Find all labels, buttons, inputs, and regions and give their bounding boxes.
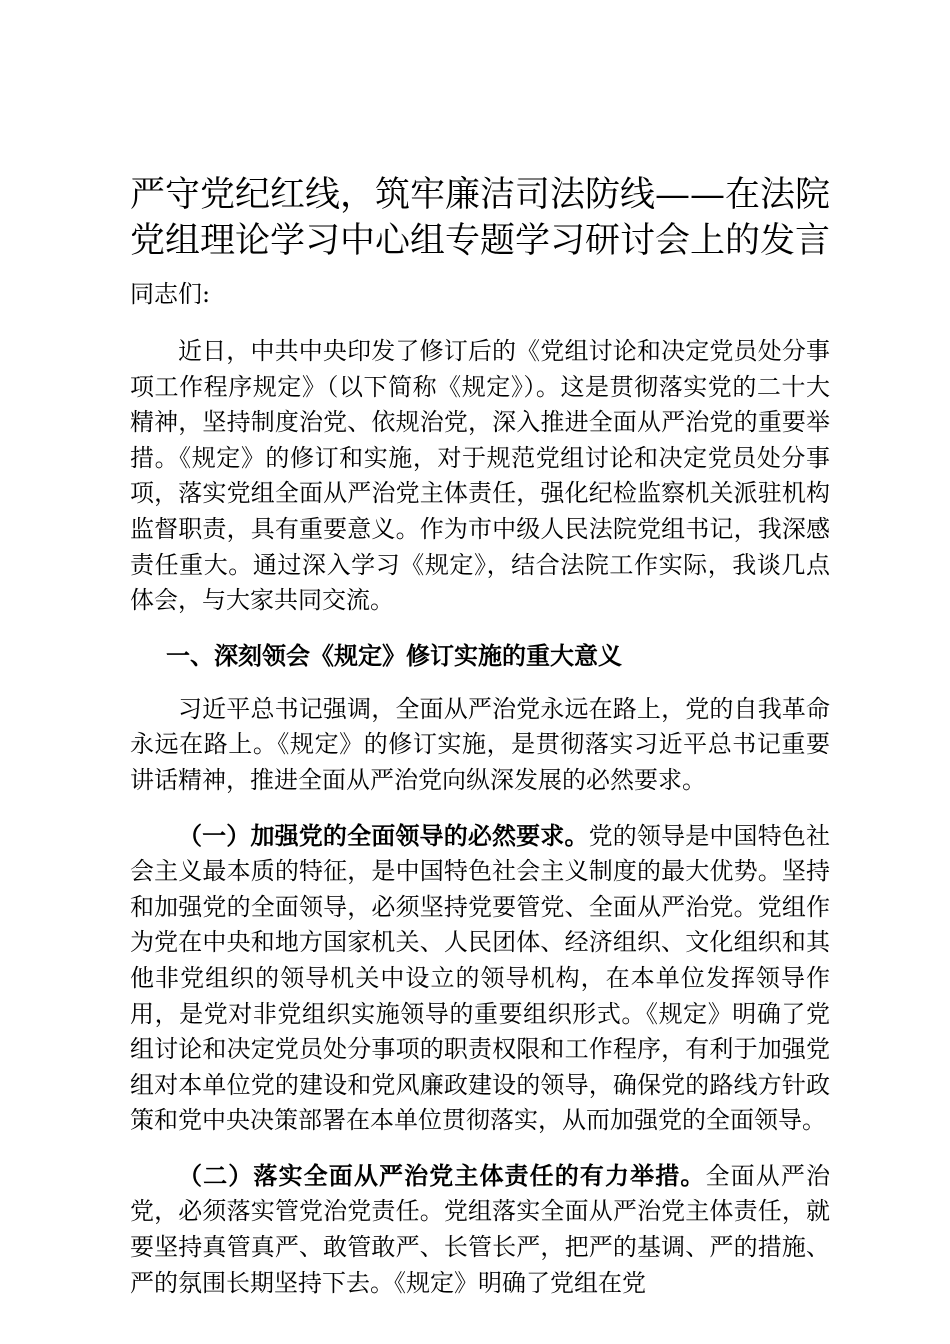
- point-1-lead: （一）加强党的全面领导的必然要求。: [178, 820, 589, 850]
- point-2-paragraph: [130, 1158, 830, 1301]
- point-2-lead: （二）落实全面从严治党主体责任的有力举措。: [178, 1160, 706, 1190]
- document-page: [130, 172, 830, 1320]
- salutation: 同志们:: [130, 280, 211, 308]
- section-1-intro-paragraph: 习近平总书记强调，全面从严治党永远在路上，党的自我革命永远在路上。《规定》的修订实施，是贯彻落实习近平总书记重要讲话精神，推进全面从严治党向纵深发展的必然要求。: [130, 694, 830, 794]
- point-1-paragraph: [130, 818, 830, 1139]
- section-heading-1: 一、深刻领会《规定》修订实施的重大意义: [166, 640, 622, 670]
- intro-paragraph: 近日，中共中央印发了修订后的《党组讨论和决定党员处分事项工作程序规定》（以下简称《规定》）。这是贯彻落实党的二十大精神，坚持制度治党、依规治党，深入推进全面从严治党的重要举措。《规定》的修订和实施，对于规范党组讨论和决定党员处分事项，落实党组全面从严治党主体责任，强化纪检监察机关派驻机构监督职责，具有重要意义。作为市中级人民法院党组书记，我深感责任重大。通过深入学习《规定》，结合法院工作实际，我谈几点体会，与大家共同交流。: [130, 337, 830, 615]
- document-title: 严守党纪红线，筑牢廉洁司法防线——在法院党组理论学习中心组专题学习研讨会上的发言: [130, 175, 831, 261]
- point-2-body: 全面从严治党，必须落实管党治党责任。党组落实全面从严治党主体责任，就要坚持真管真严、敢管敢严、长管长严，把严的基调、严的措施、严的氛围长期坚持下去。《规定》明确了党组在党: [130, 1161, 831, 1297]
- point-1-body: 党的领导是中国特色社会主义最本质的特征，是中国特色社会主义制度的最大优势。坚持和加强党的全面领导，必须坚持党要管党、全面从严治党。党组作为党在中央和地方国家机关、人民团体、经济组织、文化组织和其他非党组织的领导机关中设立的领导机构，在本单位发挥领导作用，是党对非党组织实施领导的重要组织形式。《规定》明确了党组讨论和决定党员处分事项的职责权限和工作程序，有利于加强党组对本单位党的建设和党风廉政建设的领导，确保党的路线方针政策和党中央决策部署在本单位贯彻落实，从而加强党的全面领导。: [130, 821, 831, 1135]
